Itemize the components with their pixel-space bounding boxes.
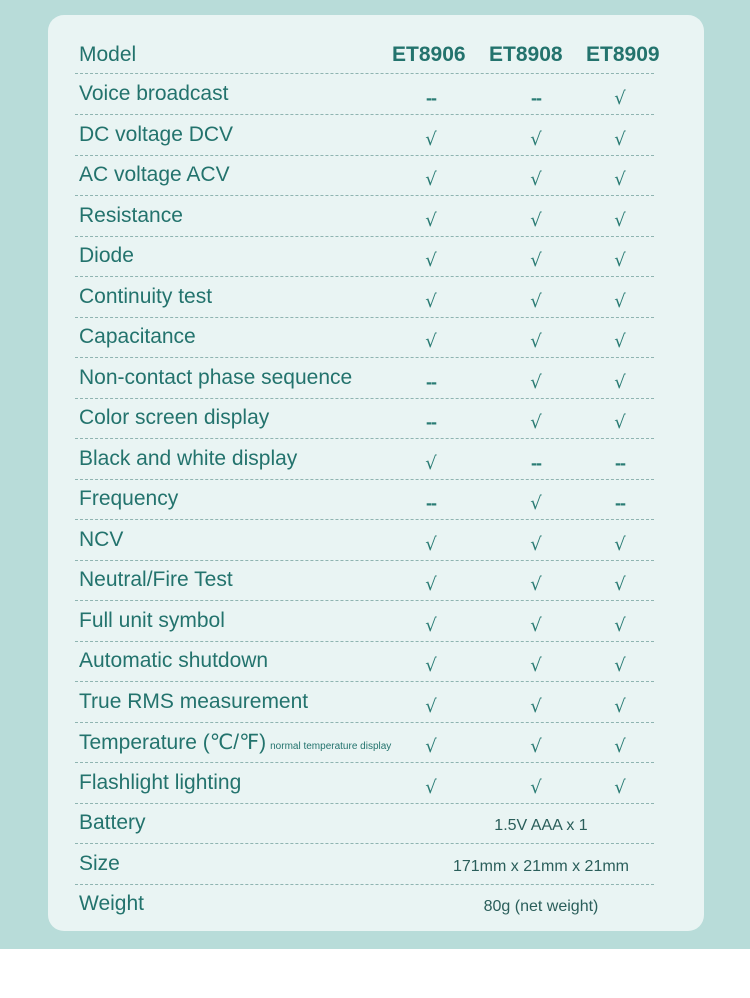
feature-label [79, 730, 391, 755]
supported-check-icon: √ [614, 736, 626, 757]
feature-label [79, 771, 241, 795]
table-row [75, 479, 654, 520]
table-row [75, 763, 654, 804]
model-et8908: ET8908 [489, 43, 563, 66]
spec-label: Size [79, 851, 120, 875]
supported-check-icon: √ [614, 128, 626, 150]
table-row [75, 398, 654, 439]
spec-row [75, 844, 654, 885]
supported-check-icon: √ [530, 574, 542, 595]
table-row [75, 560, 654, 601]
feature-label [79, 649, 268, 673]
feature-label [79, 447, 297, 471]
table-header-row [75, 33, 660, 74]
feature-label [79, 163, 230, 187]
supported-check-icon: √ [530, 614, 542, 636]
feature-label-text: Continuity test [79, 284, 213, 308]
feature-label-text: Full unit symbol [79, 608, 225, 632]
supported-check-icon: √ [530, 128, 542, 150]
table-row [75, 155, 654, 196]
not-supported-mark: -- [531, 88, 541, 108]
feature-label [79, 82, 228, 106]
feature-label-text: Color screen display [79, 406, 270, 429]
supported-check-icon: √ [614, 695, 626, 717]
feature-note: normal temperature display [270, 741, 392, 752]
feature-label [79, 690, 308, 714]
supported-check-icon: √ [614, 574, 626, 595]
feature-label [79, 609, 225, 633]
not-supported-mark: -- [426, 88, 436, 108]
not-supported-mark: -- [426, 412, 436, 432]
supported-check-icon: √ [530, 533, 542, 555]
supported-check-icon: √ [530, 493, 542, 514]
supported-check-icon: √ [614, 290, 626, 312]
feature-label [79, 406, 269, 430]
spec-value: 171mm x 21mm x 21mm [452, 857, 630, 875]
not-supported-mark: -- [426, 493, 436, 513]
supported-check-icon: √ [425, 452, 437, 474]
feature-label-text: Diode [79, 244, 134, 267]
supported-check-icon: √ [425, 614, 437, 636]
supported-check-icon: √ [530, 736, 542, 757]
table-row [75, 115, 654, 156]
feature-label [79, 325, 196, 349]
table-row [75, 520, 654, 561]
feature-label-text: Resistance [79, 203, 183, 227]
feature-label-text: Black and white display [79, 446, 298, 470]
spec-value: 1.5V AAA x 1 [494, 817, 588, 834]
supported-check-icon: √ [614, 655, 626, 676]
supported-check-icon: √ [530, 250, 542, 271]
feature-label-text: Automatic shutdown [79, 649, 269, 672]
supported-check-icon: √ [530, 169, 542, 190]
supported-check-icon: √ [530, 695, 542, 717]
model-et8906: ET8906 [392, 43, 466, 66]
supported-check-icon: √ [425, 736, 437, 757]
table-row [75, 722, 654, 763]
supported-check-icon: √ [425, 209, 437, 231]
not-supported-mark: -- [615, 452, 625, 473]
spec-label: Battery [79, 811, 146, 834]
feature-label-text: Flashlight lighting [79, 770, 242, 794]
supported-check-icon: √ [614, 88, 626, 109]
feature-label [79, 568, 233, 592]
feature-label-text: Voice broadcast [79, 82, 229, 105]
model-et8909: ET8909 [586, 43, 660, 66]
feature-label-text: NCV [79, 527, 124, 551]
feature-label-text: Non-contact phase sequence [79, 365, 353, 389]
table-row [75, 277, 654, 318]
supported-check-icon: √ [614, 776, 626, 798]
supported-check-icon: √ [425, 250, 437, 271]
feature-label-text: AC voltage ACV [79, 163, 230, 186]
supported-check-icon: √ [614, 209, 626, 231]
feature-label [79, 285, 212, 309]
table-row [75, 196, 654, 237]
feature-label [79, 204, 183, 228]
feature-label-text: Frequency [79, 487, 179, 510]
supported-check-icon: √ [425, 655, 437, 676]
feature-label [79, 366, 352, 390]
supported-check-icon: √ [425, 776, 437, 798]
table-row [75, 682, 654, 723]
supported-check-icon: √ [425, 169, 437, 190]
supported-check-icon: √ [614, 412, 626, 433]
table-row [75, 236, 654, 277]
supported-check-icon: √ [425, 331, 437, 352]
supported-check-icon: √ [614, 533, 626, 555]
table-row [75, 601, 654, 642]
spec-row [75, 884, 654, 924]
table-row [75, 358, 654, 399]
feature-label [79, 487, 178, 511]
feature-label-text: Temperature (℃/℉) [79, 731, 267, 754]
supported-check-icon: √ [425, 290, 437, 312]
feature-label [79, 244, 134, 268]
feature-label [79, 123, 233, 147]
supported-check-icon: √ [425, 533, 437, 555]
supported-check-icon: √ [425, 695, 437, 717]
supported-check-icon: √ [530, 209, 542, 231]
supported-check-icon: √ [614, 169, 626, 190]
supported-check-icon: √ [530, 776, 542, 798]
spec-label: Weight [79, 892, 144, 915]
spec-value: 80g (net weight) [483, 898, 599, 915]
not-supported-mark: -- [531, 452, 541, 473]
feature-label-text: DC voltage DCV [79, 122, 234, 146]
table-row [75, 317, 654, 358]
feature-label-text: Capacitance [79, 325, 196, 348]
supported-check-icon: √ [614, 250, 626, 271]
supported-check-icon: √ [530, 412, 542, 433]
feature-label [79, 528, 123, 552]
supported-check-icon: √ [530, 371, 542, 393]
not-supported-mark: -- [426, 371, 436, 392]
supported-check-icon: √ [425, 574, 437, 595]
table-row [75, 641, 654, 682]
table-row [75, 74, 654, 115]
supported-check-icon: √ [425, 128, 437, 150]
feature-label-text: True RMS measurement [79, 689, 309, 713]
supported-check-icon: √ [530, 331, 542, 352]
supported-check-icon: √ [530, 290, 542, 312]
feature-label-text: Neutral/Fire Test [79, 568, 233, 591]
supported-check-icon: √ [614, 371, 626, 393]
not-supported-mark: -- [615, 493, 625, 513]
header-model-label: Model [79, 43, 137, 66]
table-row [75, 439, 654, 480]
supported-check-icon: √ [614, 331, 626, 352]
supported-check-icon: √ [614, 614, 626, 636]
spec-row [75, 803, 654, 844]
supported-check-icon: √ [530, 655, 542, 676]
